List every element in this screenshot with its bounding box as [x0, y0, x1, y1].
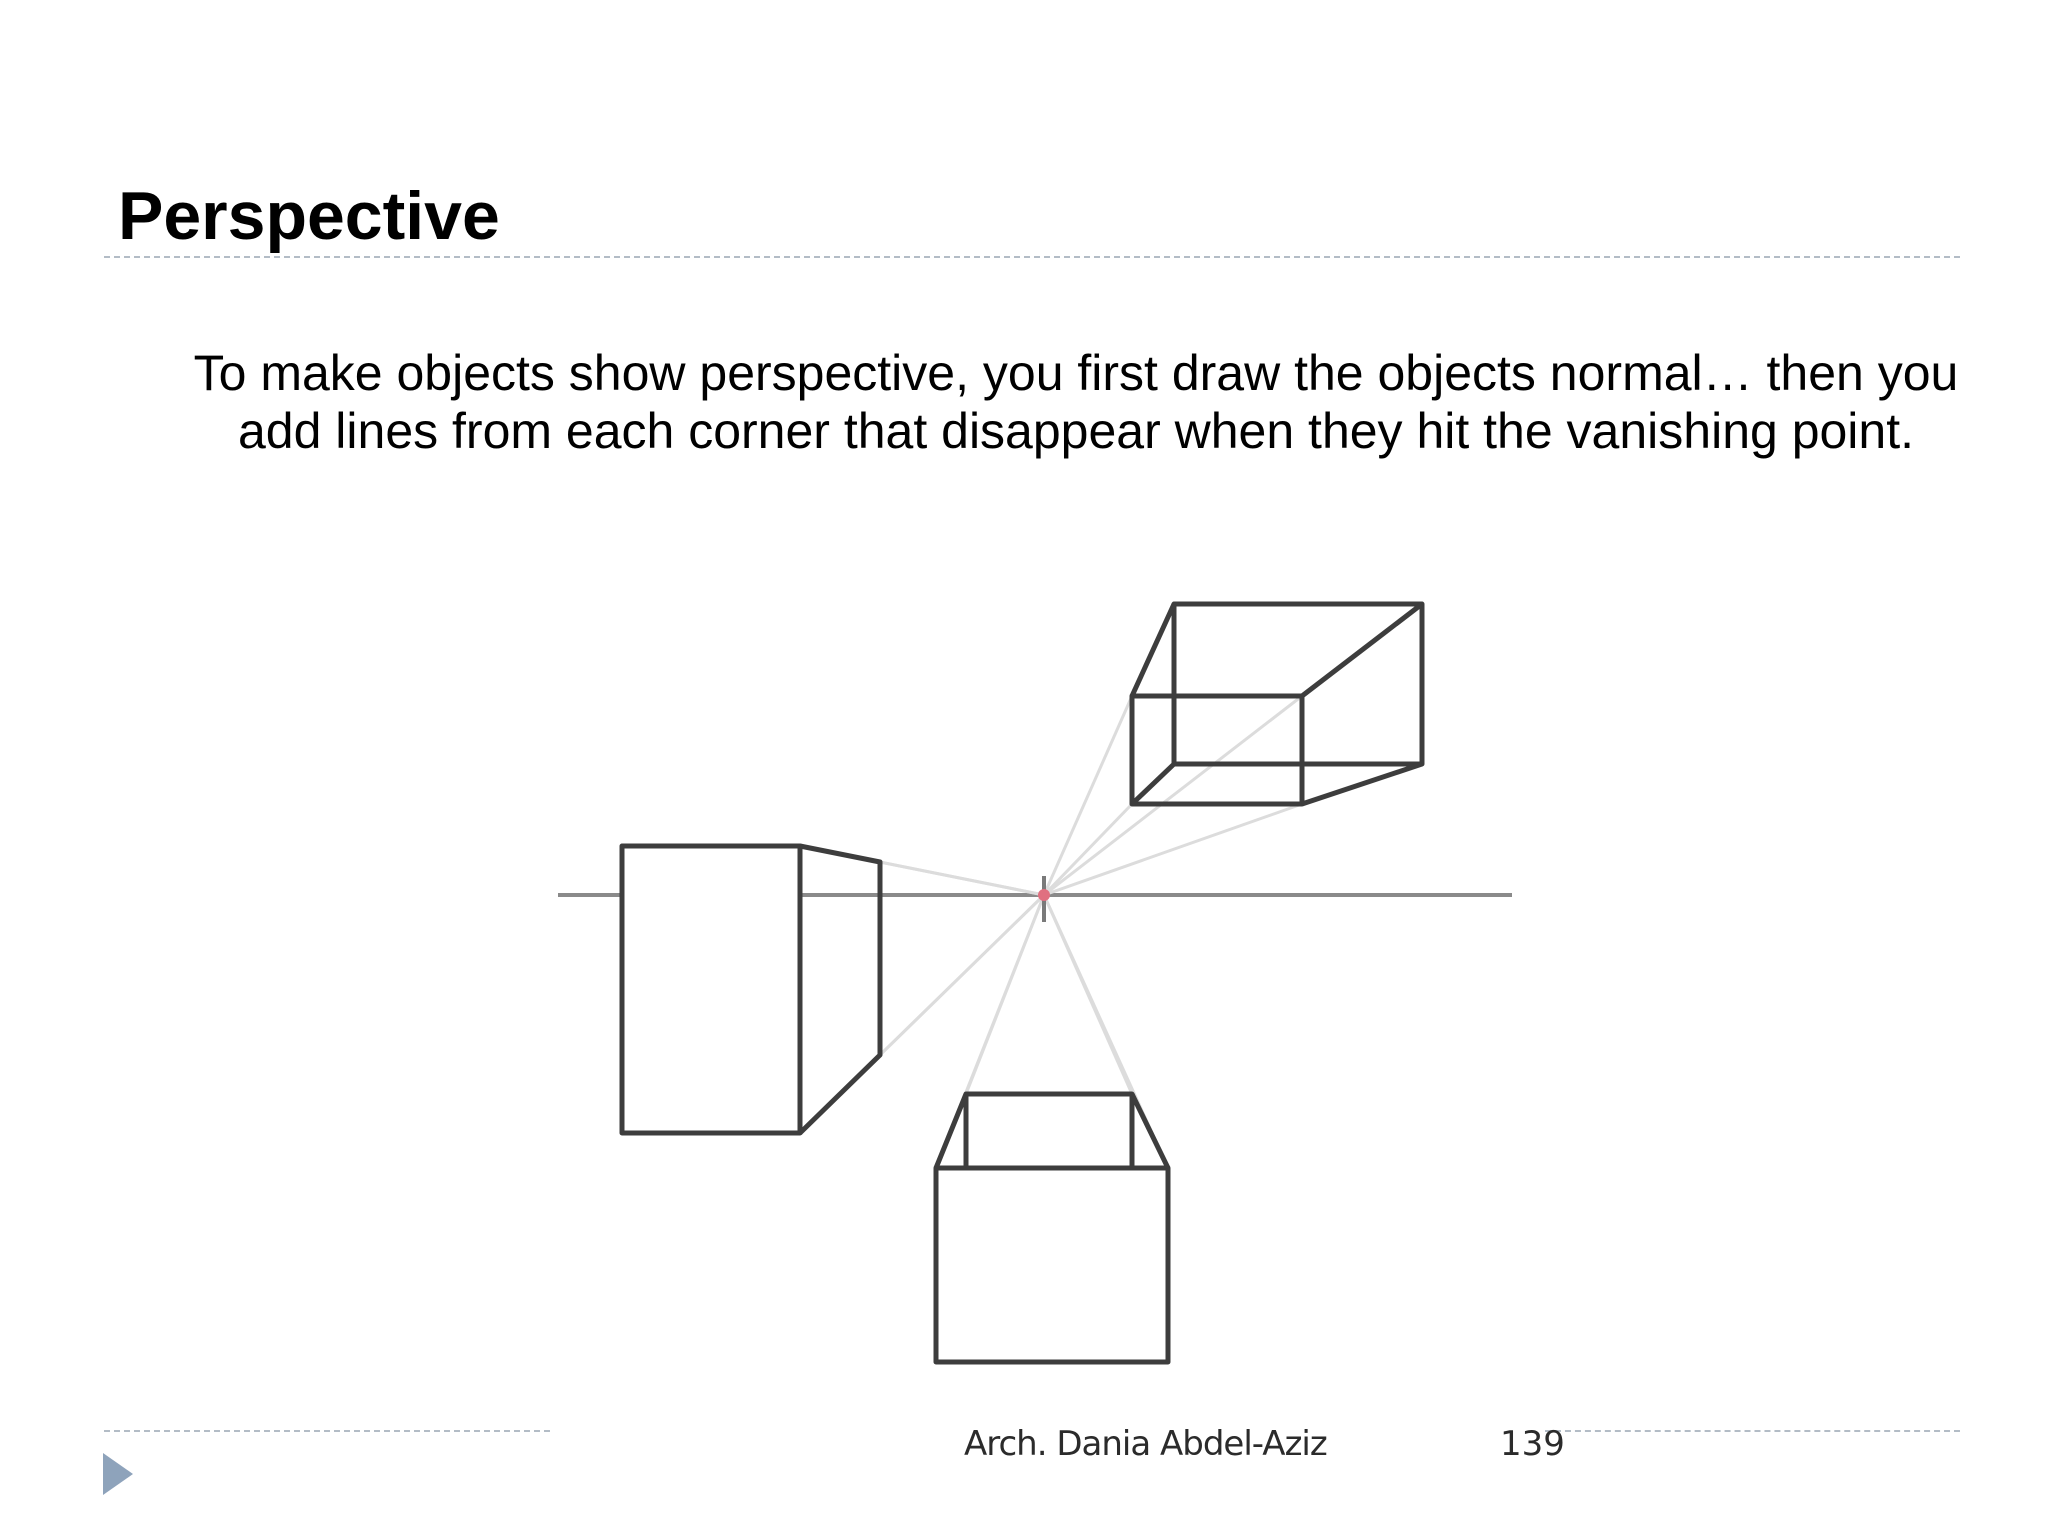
vanishing-point: [1038, 889, 1050, 901]
bottom-box: [936, 1094, 1168, 1362]
slide-title: Perspective: [118, 178, 500, 254]
triangle-right-icon[interactable]: [103, 1453, 133, 1495]
footer-divider-right: [1545, 1430, 1960, 1432]
slide-body-text: To make objects show perspective, you first draw the objects normal… then you add lines from each corner that disappear when they hit the vanishing point.: [193, 345, 1959, 459]
page-number: 139: [1500, 1424, 1565, 1464]
left-box: [622, 846, 880, 1133]
footer-divider-left: [104, 1430, 550, 1432]
footer-author: Arch. Dania Abdel-Aziz: [964, 1424, 1327, 1464]
top-box: [1132, 604, 1422, 804]
